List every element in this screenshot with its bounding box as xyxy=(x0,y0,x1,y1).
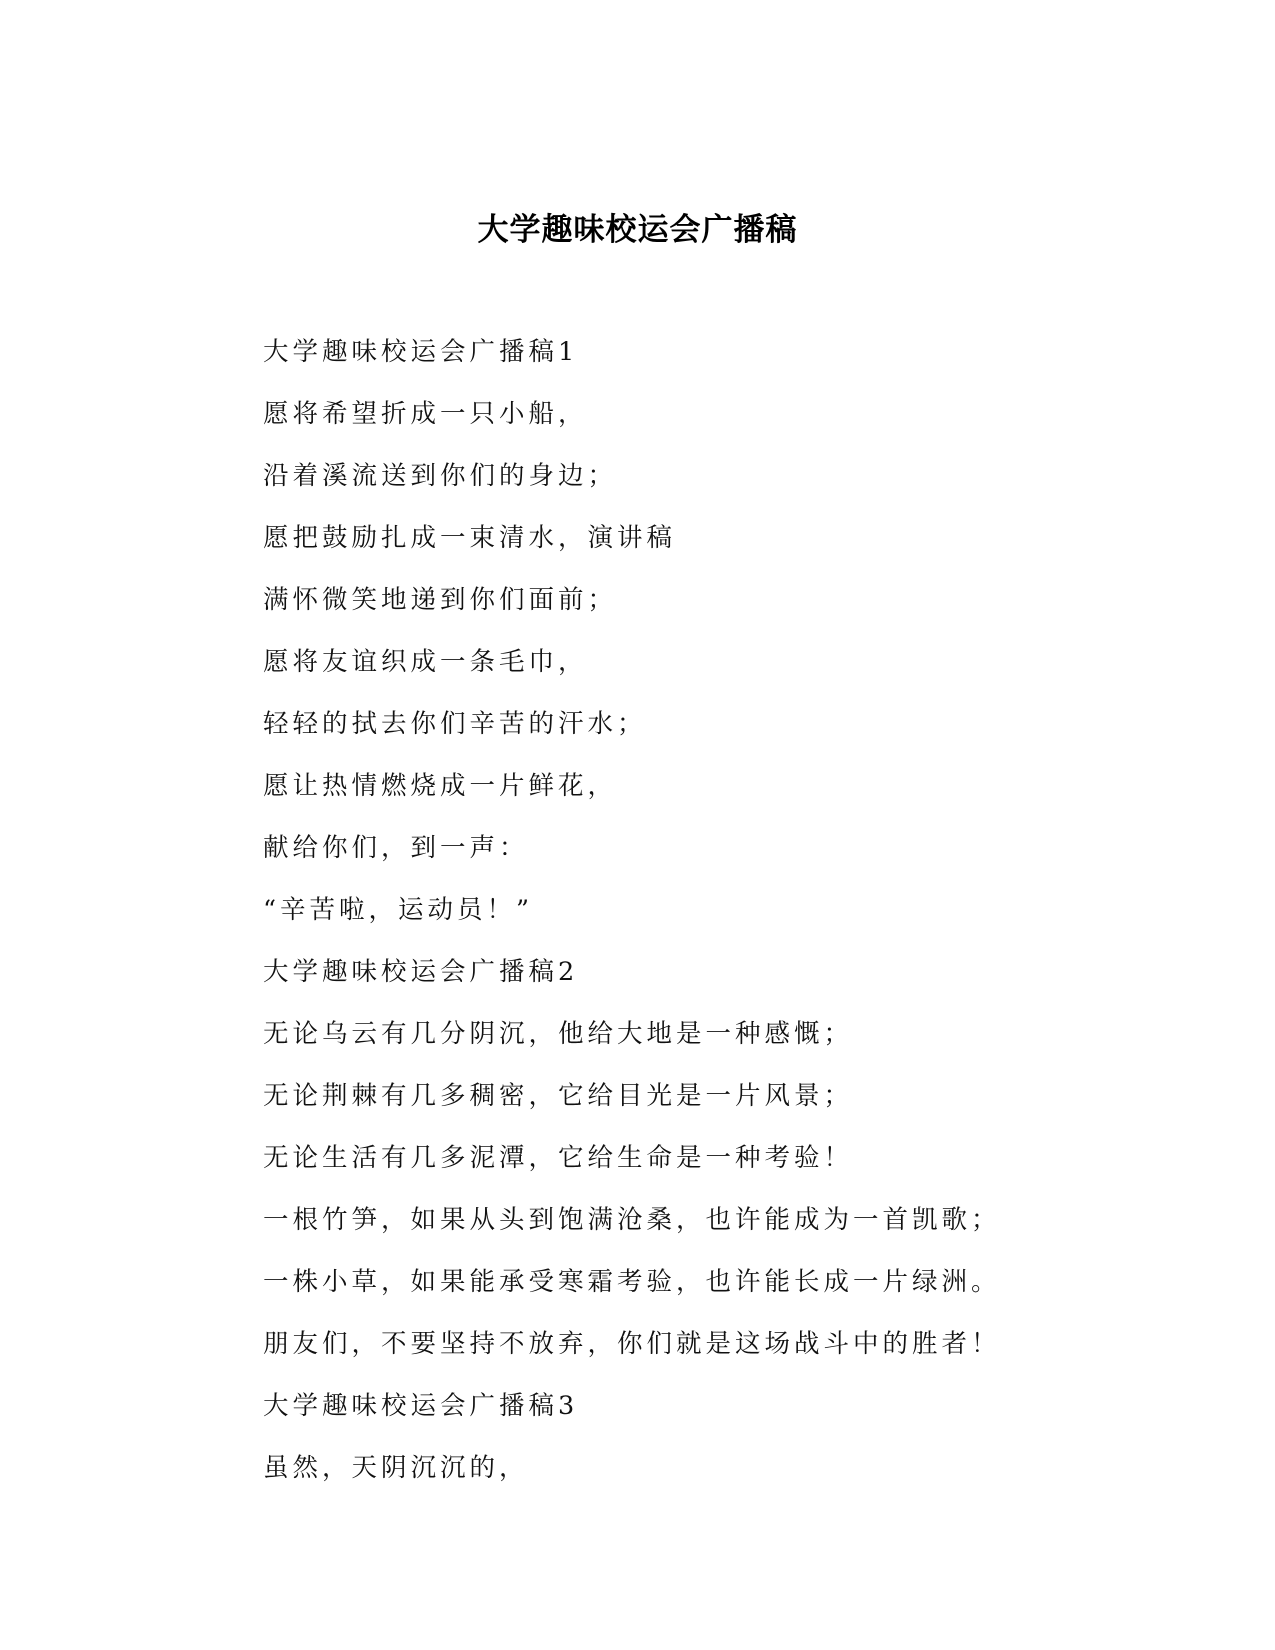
document-body xyxy=(263,332,1023,1510)
text-line: 轻轻的拭去你们辛苦的汗水； xyxy=(263,709,647,739)
text-line: 愿将友谊织成一条毛巾， xyxy=(263,647,588,677)
text-line: 愿让热情燃烧成一片鲜花， xyxy=(263,771,618,801)
text-line: 满怀微笑地递到你们面前； xyxy=(263,585,618,615)
text-line: 虽然，天阴沉沉的， xyxy=(263,1453,529,1483)
text-line: 无论乌云有几分阴沉，他给大地是一种感慨； xyxy=(263,1019,854,1049)
text-line: “辛苦啦，运动员！” xyxy=(263,895,534,925)
text-line: 献给你们，到一声： xyxy=(263,833,529,863)
text-line: 沿着溪流送到你们的身边； xyxy=(263,461,618,491)
text-line: 朋友们，不要坚持不放弃，你们就是这场战斗中的胜者！ xyxy=(263,1329,1001,1359)
text-line: 愿把鼓励扎成一束清水，演讲稿 xyxy=(263,523,677,553)
document-title: 大学趣味校运会广播稿 xyxy=(477,212,798,248)
section-heading: 大学趣味校运会广播稿3 xyxy=(263,1391,579,1421)
section-heading: 大学趣味校运会广播稿2 xyxy=(263,957,579,987)
text-line: 一株小草，如果能承受寒霜考验，也许能长成一片绿洲。 xyxy=(263,1267,1001,1297)
text-line: 无论生活有几多泥潭，它给生命是一种考验！ xyxy=(263,1143,854,1173)
text-line: 无论荆棘有几多稠密，它给目光是一片风景； xyxy=(263,1081,854,1111)
text-line: 愿将希望折成一只小船， xyxy=(263,399,588,429)
section-heading: 大学趣味校运会广播稿1 xyxy=(263,337,579,367)
text-line: 一根竹笋，如果从头到饱满沧桑，也许能成为一首凯歌； xyxy=(263,1205,1001,1235)
